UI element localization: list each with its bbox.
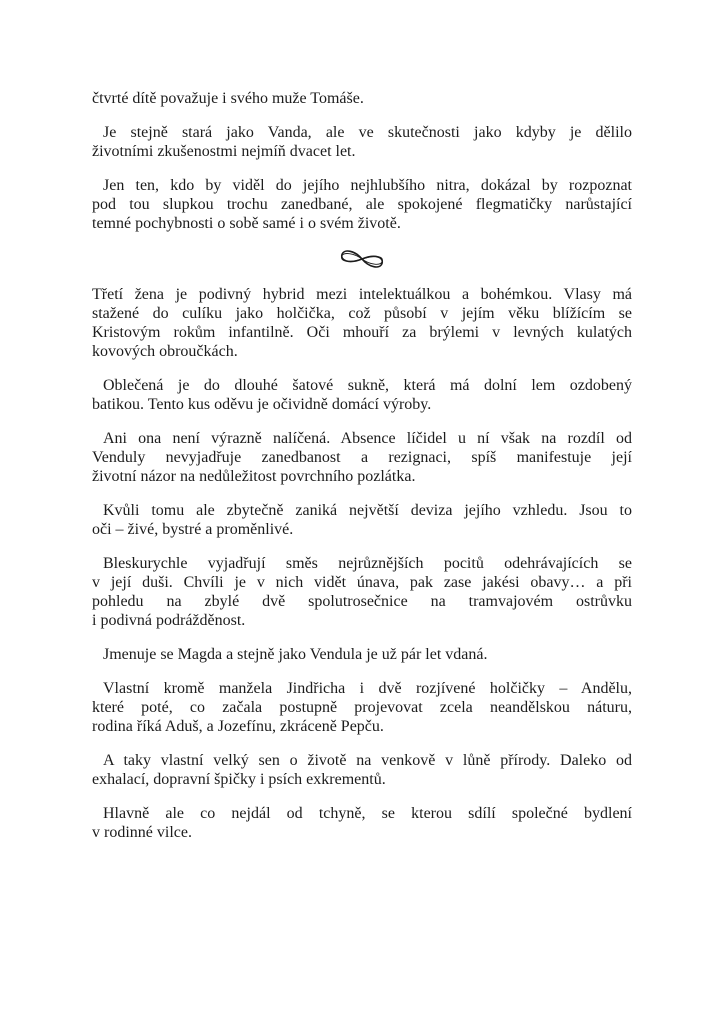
text-line: životní názor na nedůležitost povrchního pozlátka. bbox=[92, 468, 416, 485]
text-line: pod tou slupkou trochu zanedbané, ale spokojené flegmatičky narůstající bbox=[92, 196, 632, 213]
text-line: oči – živé, bystré a proměnlivé. bbox=[92, 521, 294, 538]
text-line: Venduly nevyjadřuje zanedbanost a rezignaci, spíš manifestuje její bbox=[92, 449, 632, 466]
text-line: rodina říká Aduš, a Jozefínu, zkráceně Pepču. bbox=[92, 718, 384, 735]
text-line: Kristovým rokům infantilně. Oči mhouří za brýlemi v levných kulatých bbox=[92, 324, 632, 341]
text-line: kovových obroučkách. bbox=[92, 343, 238, 360]
text-line: Třetí žena je podivný hybrid mezi intelektuálkou a bohémkou. Vlasy má bbox=[92, 286, 632, 303]
paragraph bbox=[92, 376, 632, 414]
text-line: exhalací, dopravní špičky i psích exkrementů. bbox=[92, 771, 386, 788]
paragraph bbox=[92, 679, 632, 736]
paragraph bbox=[92, 429, 632, 486]
paragraph bbox=[92, 123, 632, 161]
text-line: čtvrté dítě považuje i svého muže Tomáše. bbox=[92, 90, 364, 107]
text-line: A taky vlastní velký sen o životě na venkově v lůně přírody. Daleko od bbox=[103, 752, 632, 769]
text-line: temné pochybnosti o sobě samé i o svém životě. bbox=[92, 215, 401, 232]
text-line: v rodinné vilce. bbox=[92, 824, 192, 841]
text-line: Ani ona není výrazně nalíčená. Absence líčidel u ní však na rozdíl od bbox=[103, 430, 632, 447]
text-line: Jmenuje se Magda a stejně jako Vendula je už pár let vdaná. bbox=[103, 646, 488, 663]
paragraph bbox=[92, 285, 632, 361]
text-line: Hlavně ale co nejdál od tchyně, se kterou sdílí společné bydlení bbox=[103, 805, 632, 822]
paragraph bbox=[92, 554, 632, 630]
text-line: Bleskurychle vyjadřují směs nejrůznějších pocitů odehrávajících se bbox=[103, 555, 632, 572]
section-before-break bbox=[92, 89, 632, 233]
text-line: které poté, co začala postupně projevovat zcela neandělskou náturu, bbox=[92, 699, 632, 716]
text-line: i podivná podrážděnost. bbox=[92, 612, 246, 629]
paragraph bbox=[92, 176, 632, 233]
paragraph bbox=[92, 501, 632, 539]
text-line: v její duši. Chvíli je v nich vidět únava, pak zase jakési obavy… a při bbox=[92, 574, 632, 591]
text-line: Vlastní kromě manžela Jindřicha i dvě rozjívené holčičky – Andělu, bbox=[103, 680, 632, 697]
paragraph bbox=[92, 89, 632, 108]
text-line: pohledu na zbylé dvě spolutrosečnice na tramvajovém ostrůvku bbox=[92, 593, 632, 610]
text-line: Oblečená je do dlouhé šatové sukně, která má dolní lem ozdobený bbox=[103, 377, 632, 394]
paragraph bbox=[92, 645, 632, 664]
section-break bbox=[92, 248, 632, 272]
text-column bbox=[92, 89, 632, 857]
text-line: Je stejně stará jako Vanda, ale ve skutečnosti jako kdyby je dělilo bbox=[103, 124, 632, 141]
text-line: Jen ten, kdo by viděl do jejího nejhlubšího nitra, dokázal by rozpoznat bbox=[103, 177, 632, 194]
text-line: stažené do culíku jako holčička, což působí v jejím věku blížícím se bbox=[92, 305, 632, 322]
text-line: Kvůli tomu ale zbytečně zaniká největší deviza jejího vzhledu. Jsou to bbox=[103, 502, 632, 519]
section-after-break bbox=[92, 285, 632, 842]
text-line: batikou. Tento kus oděvu je očividně domácí výroby. bbox=[92, 396, 432, 413]
paragraph bbox=[92, 751, 632, 789]
text-line: životními zkušenostmi nejmíň dvacet let. bbox=[92, 143, 356, 160]
paragraph bbox=[92, 804, 632, 842]
bow-ornament-icon bbox=[339, 248, 385, 270]
